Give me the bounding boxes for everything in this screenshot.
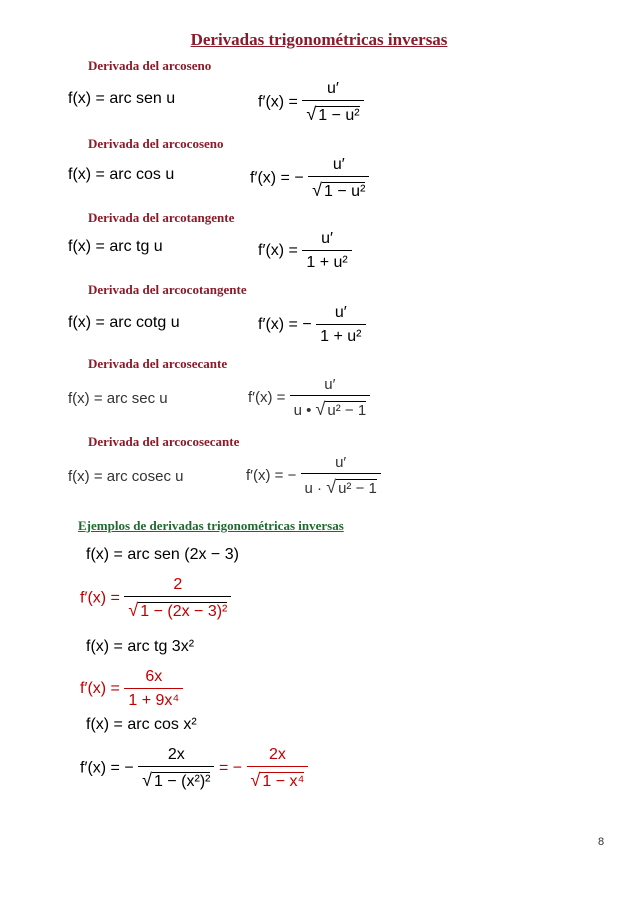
example-2-function: f(x) = arc tg 3x² [86, 638, 195, 655]
numerator: u′ [327, 80, 339, 97]
derivative-arccos [250, 156, 369, 201]
derivative-lhs: f′(x) = [258, 242, 298, 260]
denominator: 1 − u² [324, 183, 366, 200]
sqrt-icon: √ [128, 600, 139, 620]
derivative-arcsin [258, 80, 364, 125]
denominator: 1 − (x²)² [154, 773, 211, 790]
page-title: Derivadas trigonométricas inversas [190, 30, 448, 49]
formula-arccsc: f(x) = arc cosec u [68, 468, 184, 485]
formula-arccos: f(x) = arc cos u [68, 166, 175, 183]
examples-heading: Ejemplos de derivadas trigonométricas inversas [78, 518, 344, 533]
formula-arctan: f(x) = arc tg u [68, 238, 163, 255]
derivative-lhs: f′(x) = [258, 93, 298, 111]
numerator: 6x [145, 668, 163, 685]
section-heading-arctan: Derivada del arcotangente [88, 210, 235, 225]
denominator: 1 + 9x⁴ [124, 688, 183, 710]
section-heading-arccsc: Derivada del arcocosecante [88, 434, 240, 449]
denominator: 1 − (2x − 3)² [140, 603, 228, 620]
sqrt-icon: √ [306, 104, 317, 124]
derivative-lhs: f′(x) = − [246, 466, 297, 484]
numerator: 2x [167, 746, 185, 763]
section-heading-arcsin: Derivada del arcoseno [88, 58, 212, 73]
formula-arccot: f(x) = arc cotg u [68, 314, 180, 331]
denominator-prefix: u • [293, 402, 312, 419]
derivative-lhs: f′(x) = − [258, 316, 312, 334]
denominator-prefix: u · [304, 480, 323, 497]
denominator: 1 − u² [318, 107, 360, 124]
derivative-arctan [258, 230, 352, 272]
sqrt-icon: √ [312, 180, 323, 200]
numerator: u′ [321, 230, 333, 247]
denominator: 1 + u² [302, 250, 351, 272]
section-heading-arccos: Derivada del arcocoseno [88, 136, 224, 151]
example-1-derivative [80, 576, 231, 621]
sqrt-icon: √ [250, 770, 261, 790]
example-2-derivative [80, 668, 183, 710]
page-number: 8 [598, 836, 605, 848]
example-1-function: f(x) = arc sen (2x − 3) [86, 546, 239, 563]
derivative-arcsec [248, 376, 370, 420]
sqrt-icon: √ [142, 770, 153, 790]
sqrt-icon: √ [315, 399, 326, 419]
derivative-arccsc [246, 454, 381, 498]
numerator: u′ [335, 454, 347, 471]
denominator: u² − 1 [338, 480, 377, 497]
result-denominator: 1 − x⁴ [262, 773, 305, 790]
equals-sign: = − [218, 759, 243, 777]
section-heading-arccot: Derivada del arcocotangente [88, 282, 247, 297]
derivative-lhs: f′(x) = [80, 680, 120, 698]
numerator: u′ [332, 156, 345, 173]
denominator: u² − 1 [327, 402, 367, 419]
derivative-arccot [258, 304, 366, 346]
derivative-lhs: f′(x) = − [250, 169, 304, 187]
derivative-lhs: f′(x) = [248, 388, 286, 406]
numerator: 2 [173, 576, 183, 593]
derivative-lhs: f′(x) = [80, 589, 120, 607]
numerator: u′ [334, 304, 347, 321]
formula-arcsec: f(x) = arc sec u [68, 390, 168, 407]
section-heading-arcsec: Derivada del arcosecante [88, 356, 228, 371]
denominator: 1 + u² [316, 324, 365, 346]
sqrt-icon: √ [326, 477, 337, 497]
numerator: u′ [324, 376, 336, 393]
example-3-derivative [80, 746, 308, 791]
derivative-lhs: f′(x) = − [80, 759, 134, 777]
example-3-function: f(x) = arc cos x² [86, 716, 197, 733]
formula-arcsin: f(x) = arc sen u [68, 90, 176, 107]
result-numerator: 2x [269, 746, 286, 763]
